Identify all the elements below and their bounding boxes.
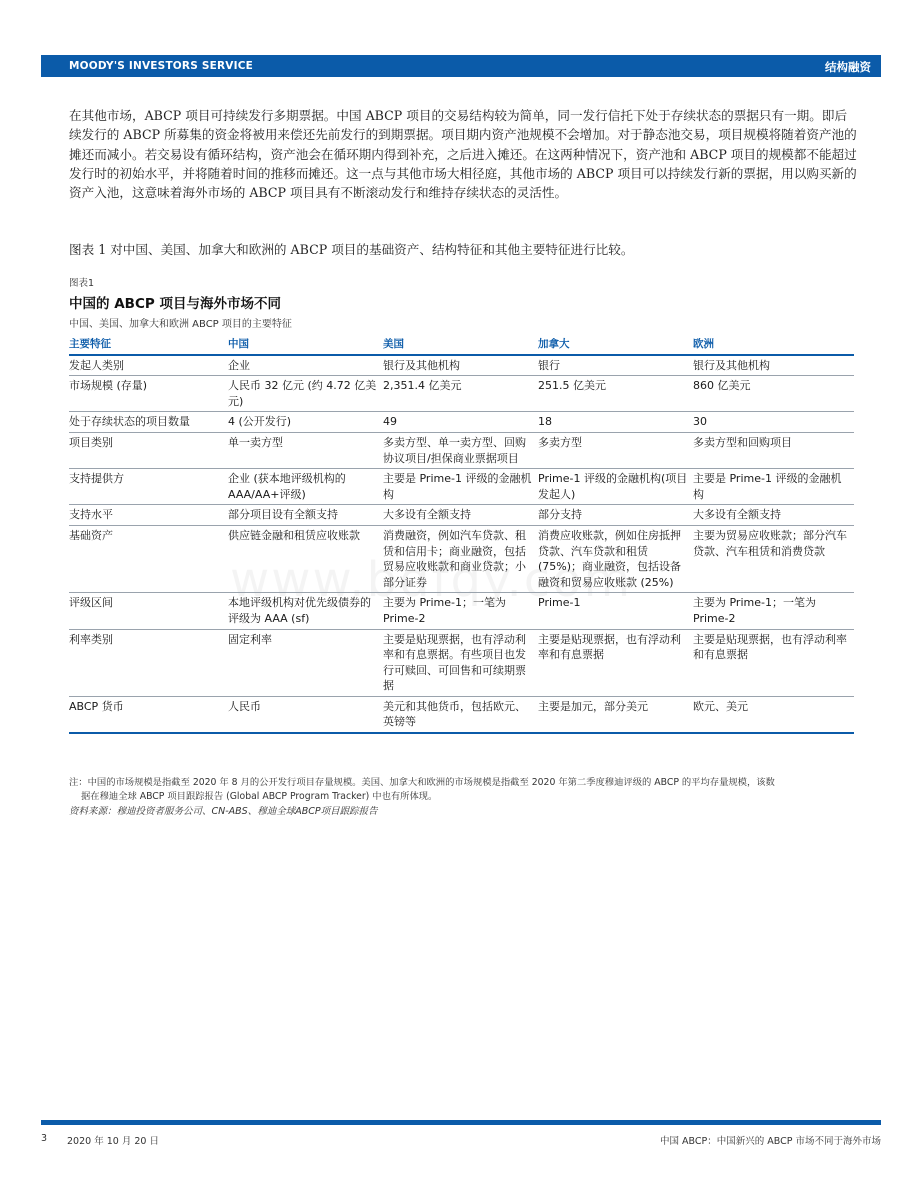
table-cell: 主要是贴现票据，也有浮动利率和有息票据: [693, 629, 854, 696]
note-line-2: 据在穆迪全球 ABCP 项目跟踪报告 (Global ABCP Program Tracker) 中也有所体现。: [81, 790, 438, 802]
table-row: [69, 355, 854, 376]
table-cell: 30: [693, 412, 854, 433]
table-cell: 供应链金融和租赁应收账款: [228, 525, 383, 592]
table-row: [69, 593, 854, 629]
table-cell: 银行及其他机构: [693, 355, 854, 376]
table-cell: 251.5 亿美元: [538, 376, 693, 412]
table-row: [69, 432, 854, 468]
page-number: 3: [41, 1133, 48, 1144]
source-line: 资料来源：穆迪投资者服务公司、CN-ABS、穆迪全球ABCP项目跟踪报告: [69, 806, 378, 817]
figure-subtitle: 中国、美国、加拿大和欧洲 ABCP 项目的主要特征: [69, 319, 292, 330]
column-header: 加拿大: [538, 334, 693, 355]
report-title: 中国 ABCP：中国新兴的 ABCP 市场不同于海外市场: [660, 1136, 881, 1147]
table-cell: 主要是贴现票据，也有浮动利率和有息票据。有些项目也发行可赎回、可回售和可续期票据: [383, 629, 538, 696]
column-header: 欧洲: [693, 334, 854, 355]
table-cell: 消费融资，例如汽车贷款、租赁和信用卡；商业融资，包括贸易应收账款和商业贷款；小部分证券: [383, 525, 538, 592]
table-cell: Prime-1: [538, 593, 693, 629]
table-cell: 人民币: [228, 696, 383, 733]
table-cell: 860 亿美元: [693, 376, 854, 412]
table-cell: 多卖方型、单一卖方型、回购协议项目/担保商业票据项目: [383, 432, 538, 468]
table-cell: 2,351.4 亿美元: [383, 376, 538, 412]
table-cell: 处于存续状态的项目数量: [69, 412, 228, 433]
table-row: [69, 525, 854, 592]
table-cell: 利率类别: [69, 629, 228, 696]
column-header: 美国: [383, 334, 538, 355]
table-cell: 本地评级机构对优先级债券的评级为 AAA (sf): [228, 593, 383, 629]
table-cell: 大多设有全额支持: [383, 505, 538, 526]
table-row: [69, 629, 854, 696]
table-cell: 评级区间: [69, 593, 228, 629]
table-row: [69, 469, 854, 505]
note-line-1: 注：中国的市场规模是指截至 2020 年 8 月的公开发行项目存量规模。美国、加拿大和欧洲的市场规模是指截至 2020 年第二季度穆迪评级的 ABCP 的平均存量规模，该数: [69, 777, 775, 788]
table-cell: 49: [383, 412, 538, 433]
table-header-row: [69, 334, 854, 355]
table-row: [69, 505, 854, 526]
table-cell: Prime-1 评级的金融机构(项目发起人): [538, 469, 693, 505]
table-row: [69, 696, 854, 733]
table-cell: 主要是贴现票据，也有浮动利率和有息票据: [538, 629, 693, 696]
table-row: [69, 412, 854, 433]
table-cell: 支持提供方: [69, 469, 228, 505]
publisher-name: MOODY'S INVESTORS SERVICE: [69, 60, 253, 72]
table-cell: 主要为 Prime-1；一笔为 Prime-2: [693, 593, 854, 629]
table-cell: 部分支持: [538, 505, 693, 526]
table-cell: 4 (公开发行): [228, 412, 383, 433]
column-header: 主要特征: [69, 334, 228, 355]
table-cell: 项目类别: [69, 432, 228, 468]
table-cell: 市场规模 (存量): [69, 376, 228, 412]
footer-rule: [41, 1120, 881, 1125]
column-header: 中国: [228, 334, 383, 355]
table-cell: 多卖方型和回购项目: [693, 432, 854, 468]
comparison-table: [69, 334, 854, 734]
table-cell: 单一卖方型: [228, 432, 383, 468]
table-cell: 消费应收账款，例如住房抵押贷款、汽车贷款和租赁 (75%)；商业融资，包括设备融资和贸易应收账款 (25%): [538, 525, 693, 592]
table-cell: 固定利率: [228, 629, 383, 696]
body-paragraph-2: 图表 1 对中国、美国、加拿大和欧洲的 ABCP 项目的基础资产、结构特征和其他主要特征进行比较。: [69, 242, 634, 257]
table-cell: 大多设有全额支持: [693, 505, 854, 526]
table-cell: 企业: [228, 355, 383, 376]
table-cell: 多卖方型: [538, 432, 693, 468]
table-cell: 部分项目设有全额支持: [228, 505, 383, 526]
table-cell: 银行及其他机构: [383, 355, 538, 376]
table-cell: 主要是 Prime-1 评级的金融机构: [383, 469, 538, 505]
publication-date: 2020 年 10 月 20 日: [67, 1136, 159, 1147]
table-cell: 18: [538, 412, 693, 433]
section-name: 结构融资: [825, 60, 871, 74]
table-cell: 主要是 Prime-1 评级的金融机构: [693, 469, 854, 505]
table-cell: 基础资产: [69, 525, 228, 592]
table-cell: 主要是加元，部分美元: [538, 696, 693, 733]
table-cell: 欧元、美元: [693, 696, 854, 733]
figure-label: 图表1: [69, 278, 95, 289]
table-note: [69, 776, 859, 803]
table-cell: 支持水平: [69, 505, 228, 526]
header-bar: [41, 55, 881, 77]
table-cell: 人民币 32 亿元 (约 4.72 亿美元): [228, 376, 383, 412]
table-cell: 主要为贸易应收账款；部分汽车贷款、汽车租赁和消费贷款: [693, 525, 854, 592]
figure-title: 中国的 ABCP 项目与海外市场不同: [69, 296, 281, 312]
table-cell: 企业 (获本地评级机构的AAA/AA+评级): [228, 469, 383, 505]
table-cell: 主要为 Prime-1；一笔为 Prime-2: [383, 593, 538, 629]
table-cell: ABCP 货币: [69, 696, 228, 733]
table-cell: 银行: [538, 355, 693, 376]
table-cell: 发起人类别: [69, 355, 228, 376]
body-paragraph-1: 在其他市场，ABCP 项目可持续发行多期票据。中国 ABCP 项目的交易结构较为简单，同一发行信托下处于存续状态的票据只有一期。即后续发行的 ABCP 所募集的资金将被用来偿还先前发行的到期票据。项目期内资产池规模不会增加。对于静态池交易，项目规模将随着资产池的摊还而减小。若交易设有循环结构，资产池会在循环期内得到补充，之后进入摊还。在这两种情况下，资产池和 ABCP 项目的规模都不能超过发行时的初始水平，并将随着时间的推移而摊还。这一点与其他市场大相径庭，其他市场的 ABCP 项目可以持续发行新的票据，用以购买新的资产入池，这意味着海外市场的 ABCP 项目具有不断滚动发行和维持存续状态的灵活性。: [69, 108, 857, 201]
table-cell: 美元和其他货币，包括欧元、英镑等: [383, 696, 538, 733]
table-row: [69, 376, 854, 412]
